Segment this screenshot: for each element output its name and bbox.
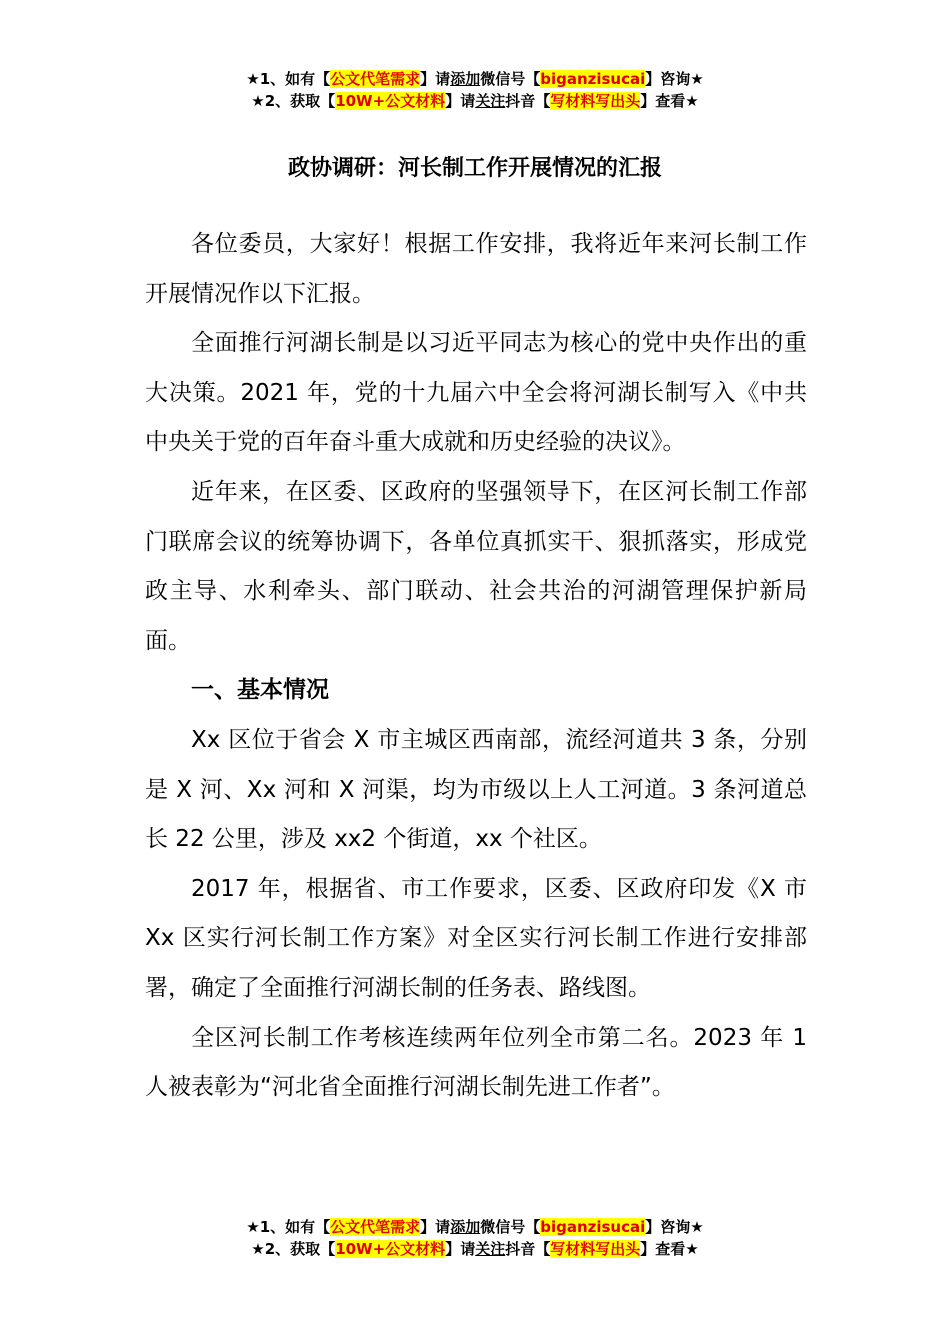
banner-text: 微信号【 — [480, 70, 541, 88]
banner-highlight: biganzisucai — [540, 1218, 646, 1236]
banner-text: ★2、获取【 — [251, 1240, 336, 1258]
paragraph: 各位委员，大家好！根据工作安排，我将近年来河长制工作开展情况作以下汇报。 — [145, 231, 807, 307]
banner-highlight: 10W+公文材料 — [335, 1240, 446, 1258]
banner-text: 抖音【 — [505, 1240, 551, 1258]
banner-line-1 — [0, 68, 950, 90]
banner-line-2 — [0, 1238, 950, 1260]
banner-text: 】请 — [420, 1218, 451, 1236]
banner-text: 】咨询★ — [645, 1218, 704, 1236]
banner-text: 】请 — [445, 92, 476, 110]
banner-highlight: 写材料写出头 — [550, 1240, 641, 1258]
banner-highlight: biganzisucai — [540, 70, 646, 88]
banner-text: ★2、获取【 — [251, 92, 336, 110]
banner-text: 】查看★ — [640, 92, 699, 110]
banner-highlight: 写材料写出头 — [550, 92, 641, 110]
section-heading: 一、基本情况 — [191, 677, 329, 704]
banner-highlight: 10W+公文材料 — [335, 92, 446, 110]
banner-text: 】请 — [420, 70, 451, 88]
document-body — [145, 220, 807, 1113]
banner-highlight: 公文代笔需求 — [330, 70, 421, 88]
document-title: 政协调研：河长制工作开展情况的汇报 — [287, 156, 662, 181]
banner-line-1 — [0, 1216, 950, 1238]
footer-banner — [0, 1216, 950, 1260]
banner-text: ★1、如有【 — [246, 70, 331, 88]
banner-text: 】查看★ — [640, 1240, 699, 1258]
banner-underlined: 关注 — [475, 92, 506, 110]
banner-text: ★1、如有【 — [246, 1218, 331, 1236]
banner-underlined: 添加 — [450, 1218, 481, 1236]
banner-underlined: 添加 — [450, 70, 481, 88]
paragraph: 近年来，在区委、区政府的坚强领导下，在区河长制工作部门联席会议的统筹协调下，各单位真抓实干、狠抓落实，形成党政主导、水利牵头、部门联动、社会共治的河湖管理保护新局面。 — [145, 478, 807, 654]
banner-line-2 — [0, 90, 950, 112]
paragraph: 全面推行河湖长制是以习近平同志为核心的党中央作出的重大决策。2021 年，党的十九届六中全会将河湖长制写入《中共中央关于党的百年奋斗重大成就和历史经验的决议》。 — [145, 330, 807, 456]
banner-underlined: 关注 — [475, 1240, 506, 1258]
banner-highlight: 公文代笔需求 — [330, 1218, 421, 1236]
banner-text: 】请 — [445, 1240, 476, 1258]
header-banner — [0, 68, 950, 112]
paragraph: Xx 区位于省会 X 市主城区西南部，流经河道共 3 条，分别是 X 河、Xx 河和 X 河渠，均为市级以上人工河道。3 条河道总长 22 公里，涉及 xx2 个街道，xx 个社区。 — [145, 726, 807, 853]
banner-text: 微信号【 — [480, 1218, 541, 1236]
banner-text: 】咨询★ — [645, 70, 704, 88]
paragraph: 全区河长制工作考核连续两年位列全市第二名。2023 年 1 人被表彰为“河北省全面推行河湖长制先进工作者”。 — [145, 1024, 807, 1101]
banner-text: 抖音【 — [505, 92, 551, 110]
paragraph: 2017 年，根据省、市工作要求，区委、区政府印发《X 市 Xx 区实行河长制工作方案》对全区实行河长制工作进行安排部署，确定了全面推行河湖长制的任务表、路线图。 — [145, 875, 807, 1001]
